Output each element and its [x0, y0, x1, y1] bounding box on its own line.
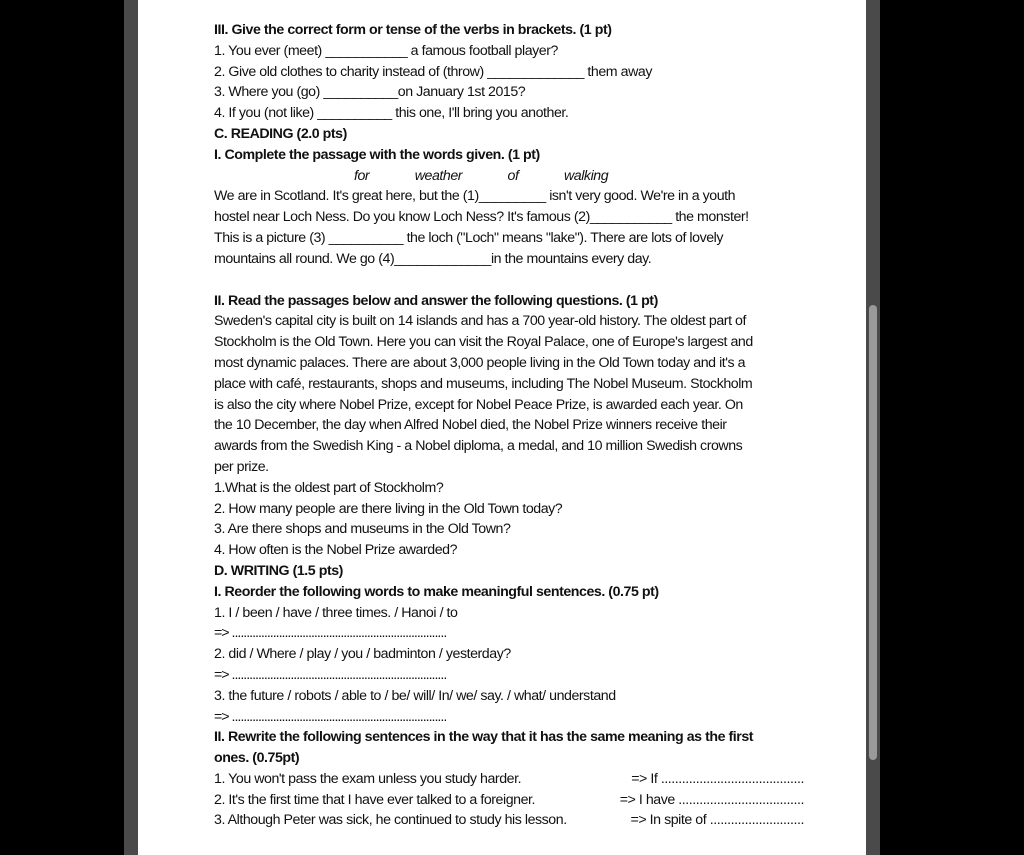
question-item: 2. How many people are there living in the Old Town today?: [214, 500, 563, 517]
reorder-prompt: 3. the future / robots / able to / be/ will/ In/ we/ say. / what/ understand: [214, 687, 616, 704]
question-item: 1.What is the oldest part of Stockholm?: [214, 479, 444, 496]
reorder-answer-line: => .........................................................................: [214, 625, 447, 642]
question-item: 4. How often is the Nobel Prize awarded?: [214, 542, 458, 559]
reading-heading: C. READING (2.0 pts): [214, 125, 347, 142]
rewrite-item: [214, 810, 804, 831]
scrollbar-thumb[interactable]: [869, 305, 877, 760]
word-bank: [214, 166, 804, 187]
reorder-prompt: 1. I / been / have / three times. / Hanoi / to: [214, 604, 458, 621]
passage2-line: place with café, restaurants, shops and museums, including The Nobel Museum. Stockholm: [214, 375, 753, 392]
question-item: 3. Are there shops and museums in the Old Town?: [214, 521, 511, 538]
passage2-line: most dynamic palaces. There are about 3,000 people living in the Old Town today and it's a: [214, 354, 746, 371]
rewrite-sentence: 3. Although Peter was sick, he continued to study his lesson.: [214, 812, 567, 829]
reading-part1-heading: I. Complete the passage with the words given. (1 pt): [214, 146, 540, 163]
word-bank-item: for: [354, 167, 370, 184]
document-content: [214, 20, 804, 831]
passage2-line: per prize.: [214, 458, 269, 475]
document-page: [138, 0, 866, 855]
passage2-line: Sweden's capital city is built on 14 islands and has a 700 year-old history. The oldest part of: [214, 313, 746, 330]
verb-item: 2. Give old clothes to charity instead of (throw) _____________ them away: [214, 63, 652, 80]
section-verbs-heading: III. Give the correct form or tense of the verbs in brackets. (1 pt): [214, 22, 612, 38]
rewrite-item: [214, 790, 804, 811]
writing-part2-heading: II. Rewrite the following sentences in the way that it has the same meaning as the first: [214, 729, 754, 746]
rewrite-sentence: 1. You won't pass the exam unless you study harder.: [214, 770, 522, 787]
passage2-line: the 10 December, the day when Alfred Nobel died, the Nobel Prize winners receive their: [214, 417, 727, 434]
rewrite-sentence: 2. It's the first time that I have ever talked to a foreigner.: [214, 791, 536, 808]
writing-part1-heading: I. Reorder the following words to make meaningful sentences. (0.75 pt): [214, 583, 659, 600]
writing-heading: D. WRITING (1.5 pts): [214, 562, 343, 579]
passage2-line: is also the city where Nobel Prize, except for Nobel Peace Prize, is awarded each year. On: [214, 396, 743, 413]
passage1-line: This is a picture (3) __________ the loch ("Loch" means "lake"). There are lots of lovely: [214, 229, 723, 246]
word-bank-item: of: [507, 167, 519, 184]
passage2-line: awards from the Swedish King - a Nobel diploma, a medal, and 10 million Swedish crowns: [214, 438, 743, 455]
word-bank-item: walking: [563, 167, 609, 184]
verb-item: 1. You ever (meet) ___________ a famous football player?: [214, 42, 558, 59]
verb-item: 3. Where you (go) __________on January 1st 2015?: [214, 84, 526, 101]
reorder-prompt: 2. did / Where / play / you / badminton / yesterday?: [214, 646, 511, 663]
passage2-line: Stockholm is the Old Town. Here you can visit the Royal Palace, one of Europe's largest and: [214, 334, 753, 351]
reorder-answer-line: => .........................................................................: [214, 666, 447, 683]
passage1-line: hostel near Loch Ness. Do you know Loch Ness? It's famous (2)___________ the monster!: [214, 209, 749, 226]
passage1-line: mountains all round. We go (4)_____________in the mountains every day.: [214, 250, 652, 267]
reading-part2-heading: II. Read the passages below and answer the following questions. (1 pt): [214, 292, 658, 309]
rewrite-item: [214, 769, 804, 790]
viewer-frame-left: [124, 0, 138, 855]
passage1-line: We are in Scotland. It's great here, but the (1)_________ isn't very good. We're in a youth: [214, 188, 736, 205]
verb-item: 4. If you (not like) __________ this one, I'll bring you another.: [214, 105, 569, 122]
word-bank-item: weather: [414, 167, 463, 184]
rewrite-cue: => If .........................................: [631, 770, 804, 787]
writing-part2-heading-cont: ones. (0.75pt): [214, 750, 300, 767]
rewrite-cue: => In spite of ...........................: [630, 812, 804, 829]
rewrite-cue: => I have ....................................: [619, 791, 804, 808]
reorder-answer-line: => .........................................................................: [214, 708, 447, 725]
